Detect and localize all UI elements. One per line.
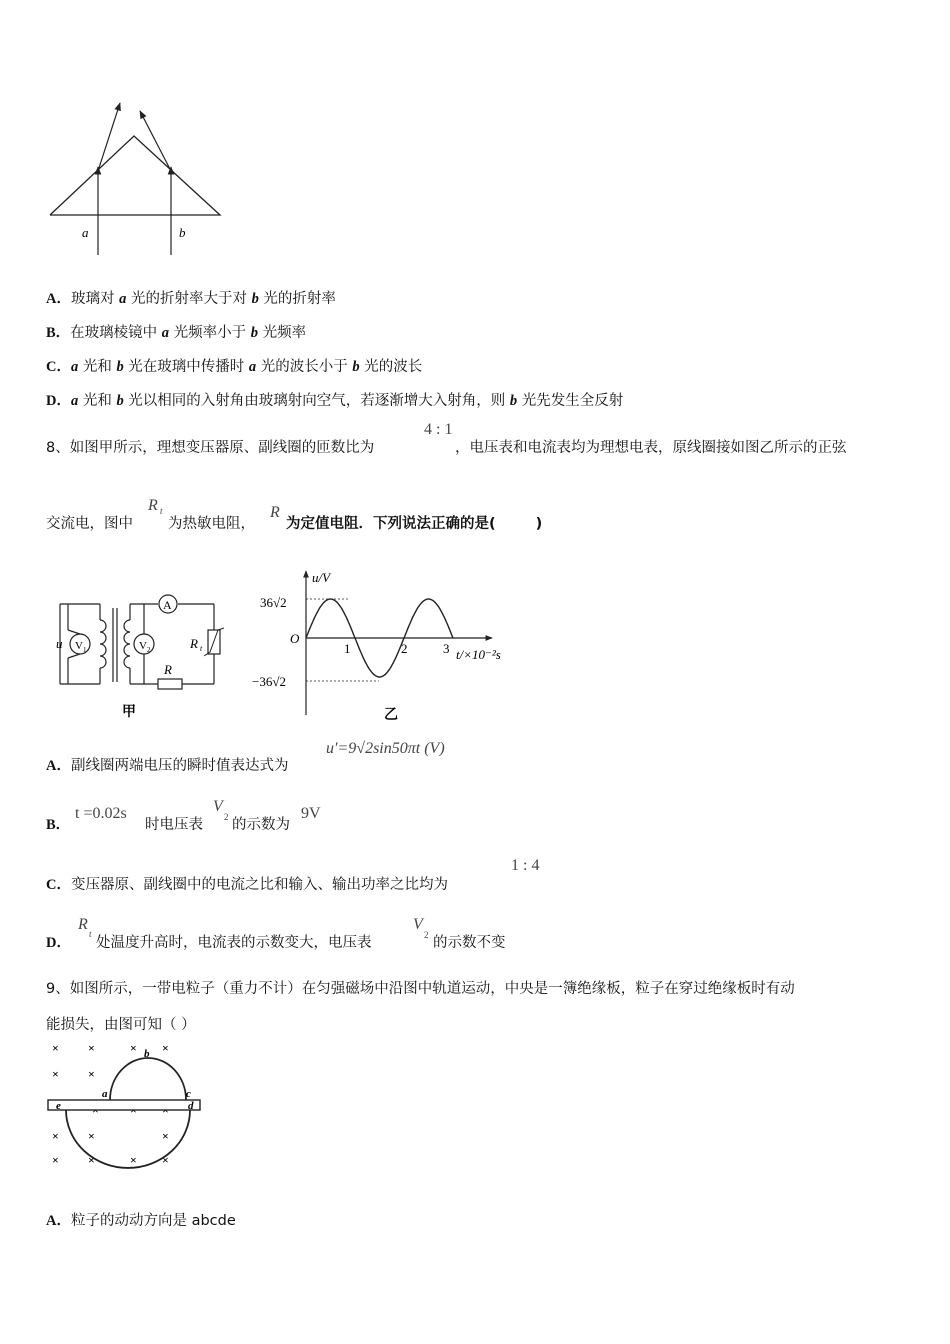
tick-3: 3	[443, 641, 450, 656]
prism-outline	[50, 136, 220, 215]
option-text-part: 光在玻璃中传播时	[123, 359, 249, 375]
field-cross: ×	[52, 1041, 59, 1055]
q8-stem-line2b: 为热敏电阻，	[168, 516, 255, 532]
option-text-part: a	[248, 359, 257, 375]
ray-b-label: b	[179, 225, 186, 240]
option-text-part: a	[70, 393, 79, 409]
option-label: B．	[46, 325, 71, 341]
option-label: A．	[46, 291, 71, 307]
point-b: b	[144, 1048, 150, 1060]
q8-stem-line2c: 为定值电阻．下列说法正确的是( )	[286, 516, 543, 532]
q8-stem-line2: 交流电，图中	[46, 516, 133, 532]
field-cross: ×	[52, 1129, 59, 1143]
graph-caption: 乙	[384, 708, 398, 723]
circuit-u-label: u	[56, 636, 63, 651]
field-cross: ×	[88, 1067, 95, 1081]
q8-option-b-v: V	[213, 798, 223, 815]
field-cross: ×	[88, 1153, 95, 1167]
ray-b-out	[140, 111, 171, 171]
option-text-part: 在玻璃棱镜中	[70, 325, 162, 341]
lower-arc	[66, 1110, 190, 1168]
option-text-part: a	[70, 359, 79, 375]
q8-option-d[interactable]: D．	[46, 935, 71, 951]
q8-option-a-formula: u′=9√2sin50πt (V)	[326, 740, 445, 757]
q8-option-d-rsub: t	[89, 929, 92, 939]
q8-option-b-text1: 时电压表	[145, 817, 203, 833]
q8-rt-subscript: t	[160, 506, 163, 516]
insulating-plate	[48, 1100, 200, 1110]
y-axis-label: u/V	[312, 570, 331, 585]
q8-option-d-text2: 的示数不变	[433, 935, 506, 951]
option-text-part: 光先发生全反射	[517, 393, 624, 409]
q8-option-a[interactable]: A．副线圈两端电压的瞬时值表达式为	[46, 758, 289, 774]
primary-coil	[100, 620, 106, 668]
option-text-part: b	[250, 325, 258, 341]
field-cross: ×	[130, 1153, 137, 1167]
svg-text:V: V	[75, 640, 83, 652]
field-cross: ×	[52, 1067, 59, 1081]
option-text-part: 光以相同的入射角由玻璃射向空气，若逐渐增大入射角，则	[123, 393, 510, 409]
q8-option-b-text2: 的示数为	[232, 817, 290, 833]
field-cross: ×	[52, 1153, 59, 1167]
circuit-caption: 甲	[122, 705, 136, 720]
q8-rt-symbol: R	[148, 497, 158, 514]
field-cross: ×	[162, 1153, 169, 1167]
option-label: C．	[46, 359, 71, 375]
option-label: D．	[46, 393, 71, 409]
option-text-part: a	[119, 291, 127, 307]
q8-stem-line1b: ，电压表和电流表均为理想电表，原线圈接如图乙所示的正弦	[455, 440, 847, 456]
q8-stem-line1: 8、如图甲所示，理想变压器原、副线圈的匝数比为	[46, 440, 375, 456]
q7-option-a[interactable]	[46, 287, 336, 308]
option-text-part: b	[116, 393, 124, 409]
option-text-part: 光的波长	[359, 359, 423, 375]
svg-text:R: R	[164, 662, 172, 677]
q8-option-b[interactable]: B．	[46, 817, 71, 833]
field-cross: ×	[88, 1041, 95, 1055]
magnetic-field-figure	[44, 1040, 214, 1180]
resistor-r	[158, 679, 182, 689]
option-text-part: 光的折射率	[258, 291, 336, 307]
secondary-coil	[124, 620, 130, 668]
q9-stem-line2: 能损失，由图可知（ ）	[46, 1017, 196, 1033]
point-a: a	[102, 1088, 108, 1100]
option-text-part: 光频率小于	[169, 325, 251, 341]
field-cross: ×	[162, 1129, 169, 1143]
option-text-part: a	[161, 325, 170, 341]
option-text-part: b	[116, 359, 124, 375]
ray-a-out	[98, 103, 120, 171]
field-cross: ×	[162, 1041, 169, 1055]
y-top-label: 36√2	[260, 595, 287, 610]
prism-figure	[40, 95, 240, 265]
q7-option-d[interactable]	[46, 389, 623, 410]
x-axis-label: t/×10⁻²s	[456, 647, 501, 662]
q8-option-b-vsub: 2	[224, 812, 229, 822]
q8-option-d-vsub: 2	[424, 930, 429, 940]
q7-option-b[interactable]	[46, 321, 306, 342]
svg-text:R: R	[190, 636, 198, 651]
svg-text:V: V	[139, 640, 147, 652]
option-text-part: 光和	[78, 393, 117, 409]
q9-option-a[interactable]: A．粒子的动动方向是 abcde	[46, 1213, 236, 1229]
q7-option-c[interactable]	[46, 355, 422, 376]
svg-text:2: 2	[147, 646, 151, 654]
point-d: d	[188, 1100, 194, 1112]
option-text-part: 光的折射率大于对	[126, 291, 252, 307]
voltage-graph	[250, 565, 540, 725]
field-cross: ×	[130, 1041, 137, 1055]
option-text-part: 光和	[78, 359, 117, 375]
option-text-part: 玻璃对	[70, 291, 120, 307]
option-text-part: b	[509, 393, 518, 409]
y-bottom-label: −36√2	[252, 674, 286, 689]
ray-a-label: a	[82, 225, 89, 240]
option-text-part: 光频率	[258, 325, 307, 341]
q8-option-d-r: R	[78, 916, 88, 933]
svg-text:t: t	[200, 644, 203, 653]
point-e: e	[56, 1100, 61, 1112]
upper-arc	[110, 1058, 186, 1100]
q8-option-c[interactable]: C．变压器原、副线圈中的电流之比和输入、输出功率之比均为	[46, 877, 448, 893]
field-cross: ×	[88, 1129, 95, 1143]
q8-option-b-time: t =0.02s	[75, 805, 127, 822]
option-text-part: 光的波长小于	[256, 359, 353, 375]
q8-option-c-ratio: 1 : 4	[511, 857, 540, 874]
svg-text:A: A	[163, 598, 172, 612]
q8-turns-ratio: 4 : 1	[424, 421, 453, 438]
option-text-part: b	[352, 359, 360, 375]
option-text-part: b	[251, 291, 259, 307]
q9-stem-line1: 9、如图所示，一带电粒子（重力不计）在匀强磁场中沿图中轨道运动，中央是一簿绝缘板，粒子在穿过绝缘板时有动	[46, 981, 795, 997]
q8-r-symbol: R	[270, 504, 280, 521]
q8-option-d-text1: 处温度升高时，电流表的示数变大，电压表	[96, 935, 372, 951]
point-c: c	[186, 1088, 191, 1100]
svg-text:1: 1	[83, 646, 87, 654]
tick-2: 2	[401, 641, 408, 656]
transformer-circuit	[50, 590, 230, 725]
tick-1: 1	[344, 641, 351, 656]
origin-label: O	[290, 631, 300, 646]
q8-option-d-v: V	[413, 916, 423, 933]
q8-option-b-value: 9V	[301, 805, 321, 822]
